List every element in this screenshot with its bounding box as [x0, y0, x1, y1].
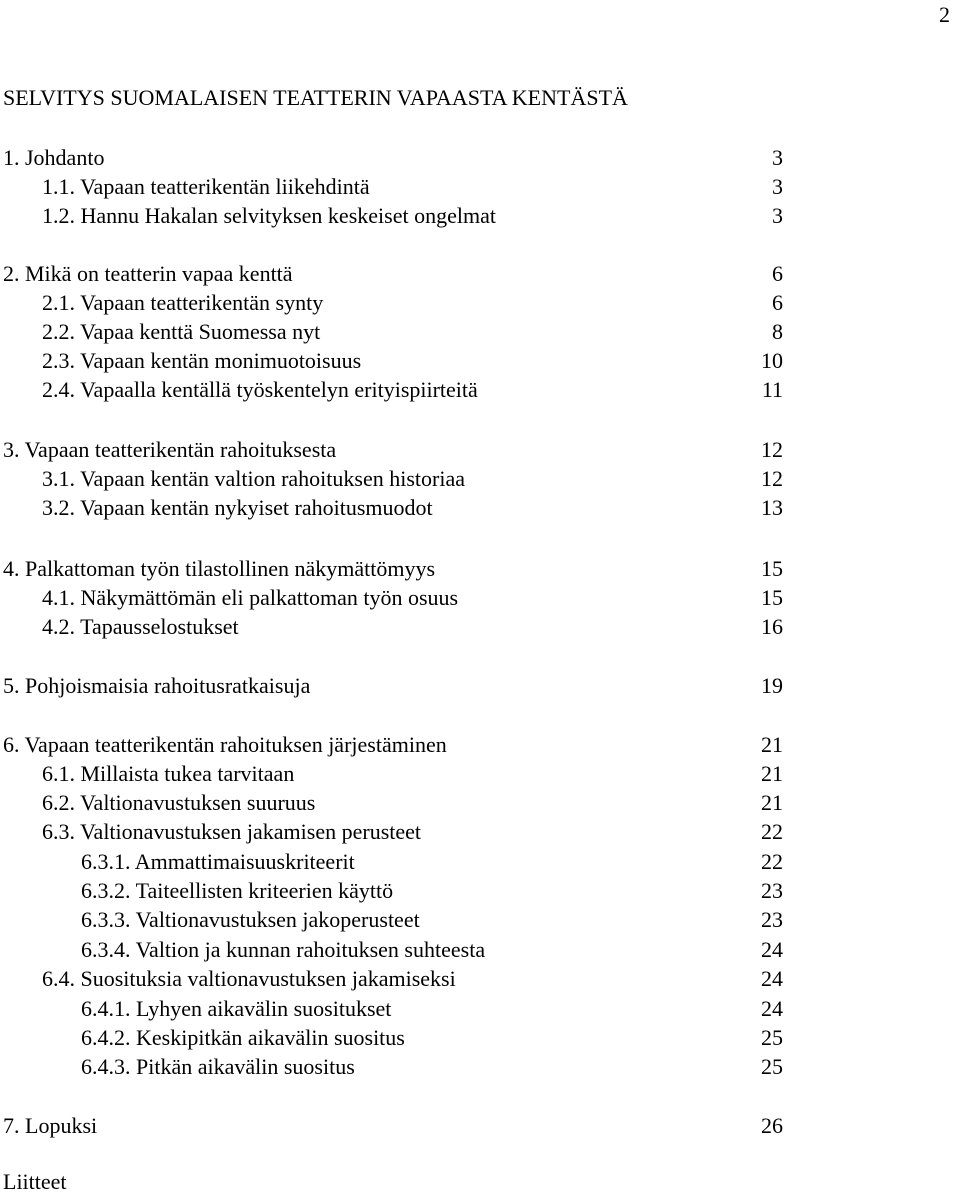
toc-entry-page: 15	[761, 585, 783, 610]
toc-entry[interactable]	[0, 612, 960, 641]
toc-entry-page: 22	[761, 819, 783, 844]
toc-entry-page: 15	[761, 556, 783, 581]
toc-entry-page: 22	[761, 849, 783, 874]
toc-entry-page: 13	[761, 495, 783, 520]
toc-entry[interactable]	[0, 375, 960, 404]
toc-entry-label: 6.2. Valtionavustuksen suuruus	[42, 790, 316, 815]
toc-entry-page: 25	[761, 1025, 783, 1050]
toc-entry-label: 6. Vapaan teatterikentän rahoituksen järjestäminen	[3, 732, 447, 757]
toc-entry-label: 2.4. Vapaalla kentällä työskentelyn erityispiirteitä	[42, 377, 478, 402]
toc-entry[interactable]	[0, 259, 960, 288]
toc-entry-label: 7. Lopuksi	[3, 1113, 98, 1138]
toc-entry[interactable]	[0, 464, 960, 493]
toc-entry[interactable]	[0, 847, 960, 876]
toc-entry-page: 23	[761, 878, 783, 903]
toc-entry-label: 6.4.2. Keskipitkän aikavälin suositus	[81, 1025, 405, 1050]
toc-entry[interactable]	[0, 1052, 960, 1081]
toc-entry[interactable]	[0, 964, 960, 993]
toc-entry-label: 5. Pohjoismaisia rahoitusratkaisuja	[3, 673, 311, 698]
toc-entry[interactable]	[0, 201, 960, 230]
toc-entry-label: 6.3.2. Taiteellisten kriteerien käyttö	[81, 878, 394, 903]
toc-entry[interactable]	[0, 554, 960, 583]
toc-entry-page: 12	[761, 466, 783, 491]
toc-entry[interactable]	[0, 935, 960, 964]
toc-entry[interactable]	[0, 730, 960, 759]
toc-entry[interactable]	[0, 1111, 960, 1140]
toc-entry-page: 24	[761, 996, 783, 1021]
toc-entry-page: 3	[772, 203, 783, 228]
toc-entry[interactable]	[0, 288, 960, 317]
toc-entry[interactable]	[0, 346, 960, 375]
toc-entry[interactable]	[0, 317, 960, 346]
toc-entry-page: 21	[761, 761, 783, 786]
toc-entry-page: 26	[761, 1113, 783, 1138]
toc-entry[interactable]	[0, 817, 960, 846]
toc-entry-page: 24	[761, 966, 783, 991]
toc-entry[interactable]	[0, 583, 960, 612]
toc-entry[interactable]	[0, 788, 960, 817]
toc-entry[interactable]	[0, 172, 960, 201]
appendix-heading[interactable]: Liitteet	[3, 1169, 67, 1194]
toc-entry-label: 6.3.3. Valtionavustuksen jakoperusteet	[81, 907, 420, 932]
toc-entry[interactable]	[0, 671, 960, 700]
toc-entry-label: 2. Mikä on teatterin vapaa kenttä	[3, 261, 293, 286]
toc-entry-label: 2.2. Vapaa kenttä Suomessa nyt	[42, 319, 321, 344]
toc-entry-label: 3. Vapaan teatterikentän rahoituksesta	[3, 437, 337, 462]
toc-entry-page: 16	[761, 614, 783, 639]
document-title: SELVITYS SUOMALAISEN TEATTERIN VAPAASTA KENTÄSTÄ	[3, 85, 628, 110]
toc-entry[interactable]	[0, 493, 960, 522]
toc-entry-page: 3	[772, 174, 783, 199]
toc-entry-page: 10	[761, 348, 783, 373]
toc-entry[interactable]	[0, 905, 960, 934]
page-number: 2	[939, 2, 950, 27]
toc-entry-page: 23	[761, 907, 783, 932]
toc-entry-label: 4.2. Tapausselostukset	[42, 614, 239, 639]
toc-entry-label: 3.2. Vapaan kentän nykyiset rahoitusmuodot	[42, 495, 433, 520]
toc-entry-label: 1.2. Hannu Hakalan selvityksen keskeiset ongelmat	[42, 203, 496, 228]
toc-entry-label: 6.3.1. Ammattimaisuuskriteerit	[81, 849, 355, 874]
toc-entry[interactable]	[0, 994, 960, 1023]
toc-entry-page: 21	[761, 732, 783, 757]
toc-entry-label: 1.1. Vapaan teatterikentän liikehdintä	[42, 174, 370, 199]
toc-entry-page: 3	[772, 145, 783, 170]
toc-entry-label: 6.4.3. Pitkän aikavälin suositus	[81, 1054, 355, 1079]
toc-entry-label: 6.1. Millaista tukea tarvitaan	[42, 761, 295, 786]
toc-entry-label: 4.1. Näkymättömän eli palkattoman työn osuus	[42, 585, 459, 610]
toc-entry-page: 24	[761, 937, 783, 962]
toc-entry-page: 12	[761, 437, 783, 462]
toc-entry-label: 6.4.1. Lyhyen aikavälin suositukset	[81, 996, 392, 1021]
toc-entry-page: 6	[772, 290, 783, 315]
toc-entry-label: 6.4. Suosituksia valtionavustuksen jakamiseksi	[42, 966, 456, 991]
toc-entry[interactable]	[0, 435, 960, 464]
toc-entry-page: 11	[761, 377, 783, 402]
toc-entry[interactable]	[0, 143, 960, 172]
toc-entry-page: 6	[772, 261, 783, 286]
toc-entry[interactable]	[0, 876, 960, 905]
toc-entry-label: 6.3. Valtionavustuksen jakamisen perusteet	[42, 819, 422, 844]
toc-entry-page: 21	[761, 790, 783, 815]
toc-entry-label: 2.1. Vapaan teatterikentän synty	[42, 290, 324, 315]
toc-entry-label: 2.3. Vapaan kentän monimuotoisuus	[42, 348, 362, 373]
toc-entry-label: 6.3.4. Valtion ja kunnan rahoituksen suhteesta	[81, 937, 486, 962]
toc-entry-label: 3.1. Vapaan kentän valtion rahoituksen historiaa	[42, 466, 465, 491]
toc-entry-label: 4. Palkattoman työn tilastollinen näkymättömyys	[3, 556, 436, 581]
toc-entry[interactable]	[0, 1023, 960, 1052]
toc-entry[interactable]	[0, 759, 960, 788]
toc-entry-page: 19	[761, 673, 783, 698]
toc-entry-page: 25	[761, 1054, 783, 1079]
toc-entry-label: 1. Johdanto	[3, 145, 105, 170]
toc-entry-page: 8	[772, 319, 783, 344]
